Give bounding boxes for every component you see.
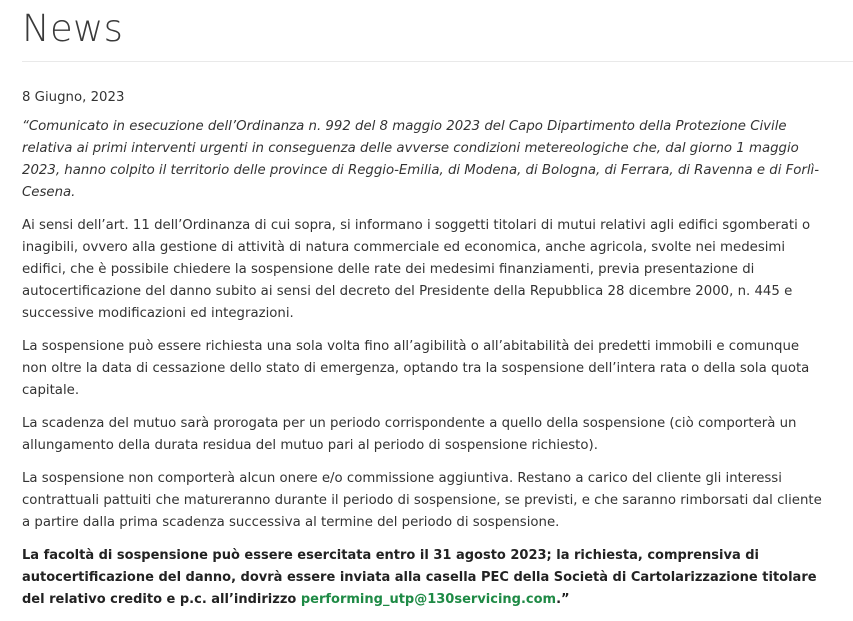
article-paragraph: La scadenza del mutuo sarà prorogata per un periodo corrispondente a quello della sospensione (ciò comporterà un allungamento della durata residua del mutuo pari al periodo di sospensione richiesto). xyxy=(22,416,797,453)
article-paragraph: Ai sensi dell’art. 11 dell’Ordinanza di cui sopra, si informano i soggetti titolari di mutui relativi agli edifici sgomberati o inagibili, ovvero alla gestione di attività di natura commerciale ed economica, anche agricola, svolte nei medesimi edifici, che è possibile chiedere la sospensione delle rate dei medesimi finanziamenti, previa presentazione di autocertificazione del danno subito ai sensi del decreto del Presidente della Repubblica 28 dicembre 2000, n. 445 e successive modificazioni ed integrazioni. xyxy=(22,218,811,321)
final-paragraph-text: La facoltà di sospensione può essere esercitata entro il 31 agosto 2023; la richiesta, comprensiva di autocertificazione del danno, dovrà essere inviata alla casella PEC della Società di Cartolarizzazione titolare del relativo credito e p.c. all’indirizzo xyxy=(22,548,817,607)
article-paragraph: La sospensione non comporterà alcun onere e/o commissione aggiuntiva. Restano a carico del cliente gli interessi contrattuali pattuiti che matureranno durante il periodo di sospensione, se previsti, e che saranno rimborsati dal cliente a partire dalla prima scadenza successiva al termine del periodo di sospensione. xyxy=(22,471,822,530)
title-divider xyxy=(22,61,853,62)
article-paragraph: La sospensione può essere richiesta una sola volta fino all’agibilità o all’abitabilità dei predetti immobili e comunque non oltre la data di cessazione dello stato di emergenza, optando tra la sospensione dell’intera rata o della sola quota capitale. xyxy=(22,339,810,398)
article-quote: “Comunicato in esecuzione dell’Ordinanza n. 992 del 8 maggio 2023 del Capo Dipartimento della Protezione Civile relativa ai primi interventi urgenti in conseguenza delle avverse condizioni metereologiche che, dal giorno 1 maggio 2023, hanno colpito il territorio delle province di Reggio-Emilia, di Modena, di Bologna, di Ferrara, di Ravenna e di Forlì-Cesena. xyxy=(22,119,820,200)
article-final-paragraph xyxy=(22,545,822,611)
final-paragraph-suffix: .” xyxy=(556,592,570,607)
email-link[interactable]: performing_utp@130servicing.com xyxy=(300,592,557,607)
article-date: 8 Giugno, 2023 xyxy=(22,90,125,105)
page-title: News xyxy=(22,7,124,50)
article-body xyxy=(22,87,822,611)
